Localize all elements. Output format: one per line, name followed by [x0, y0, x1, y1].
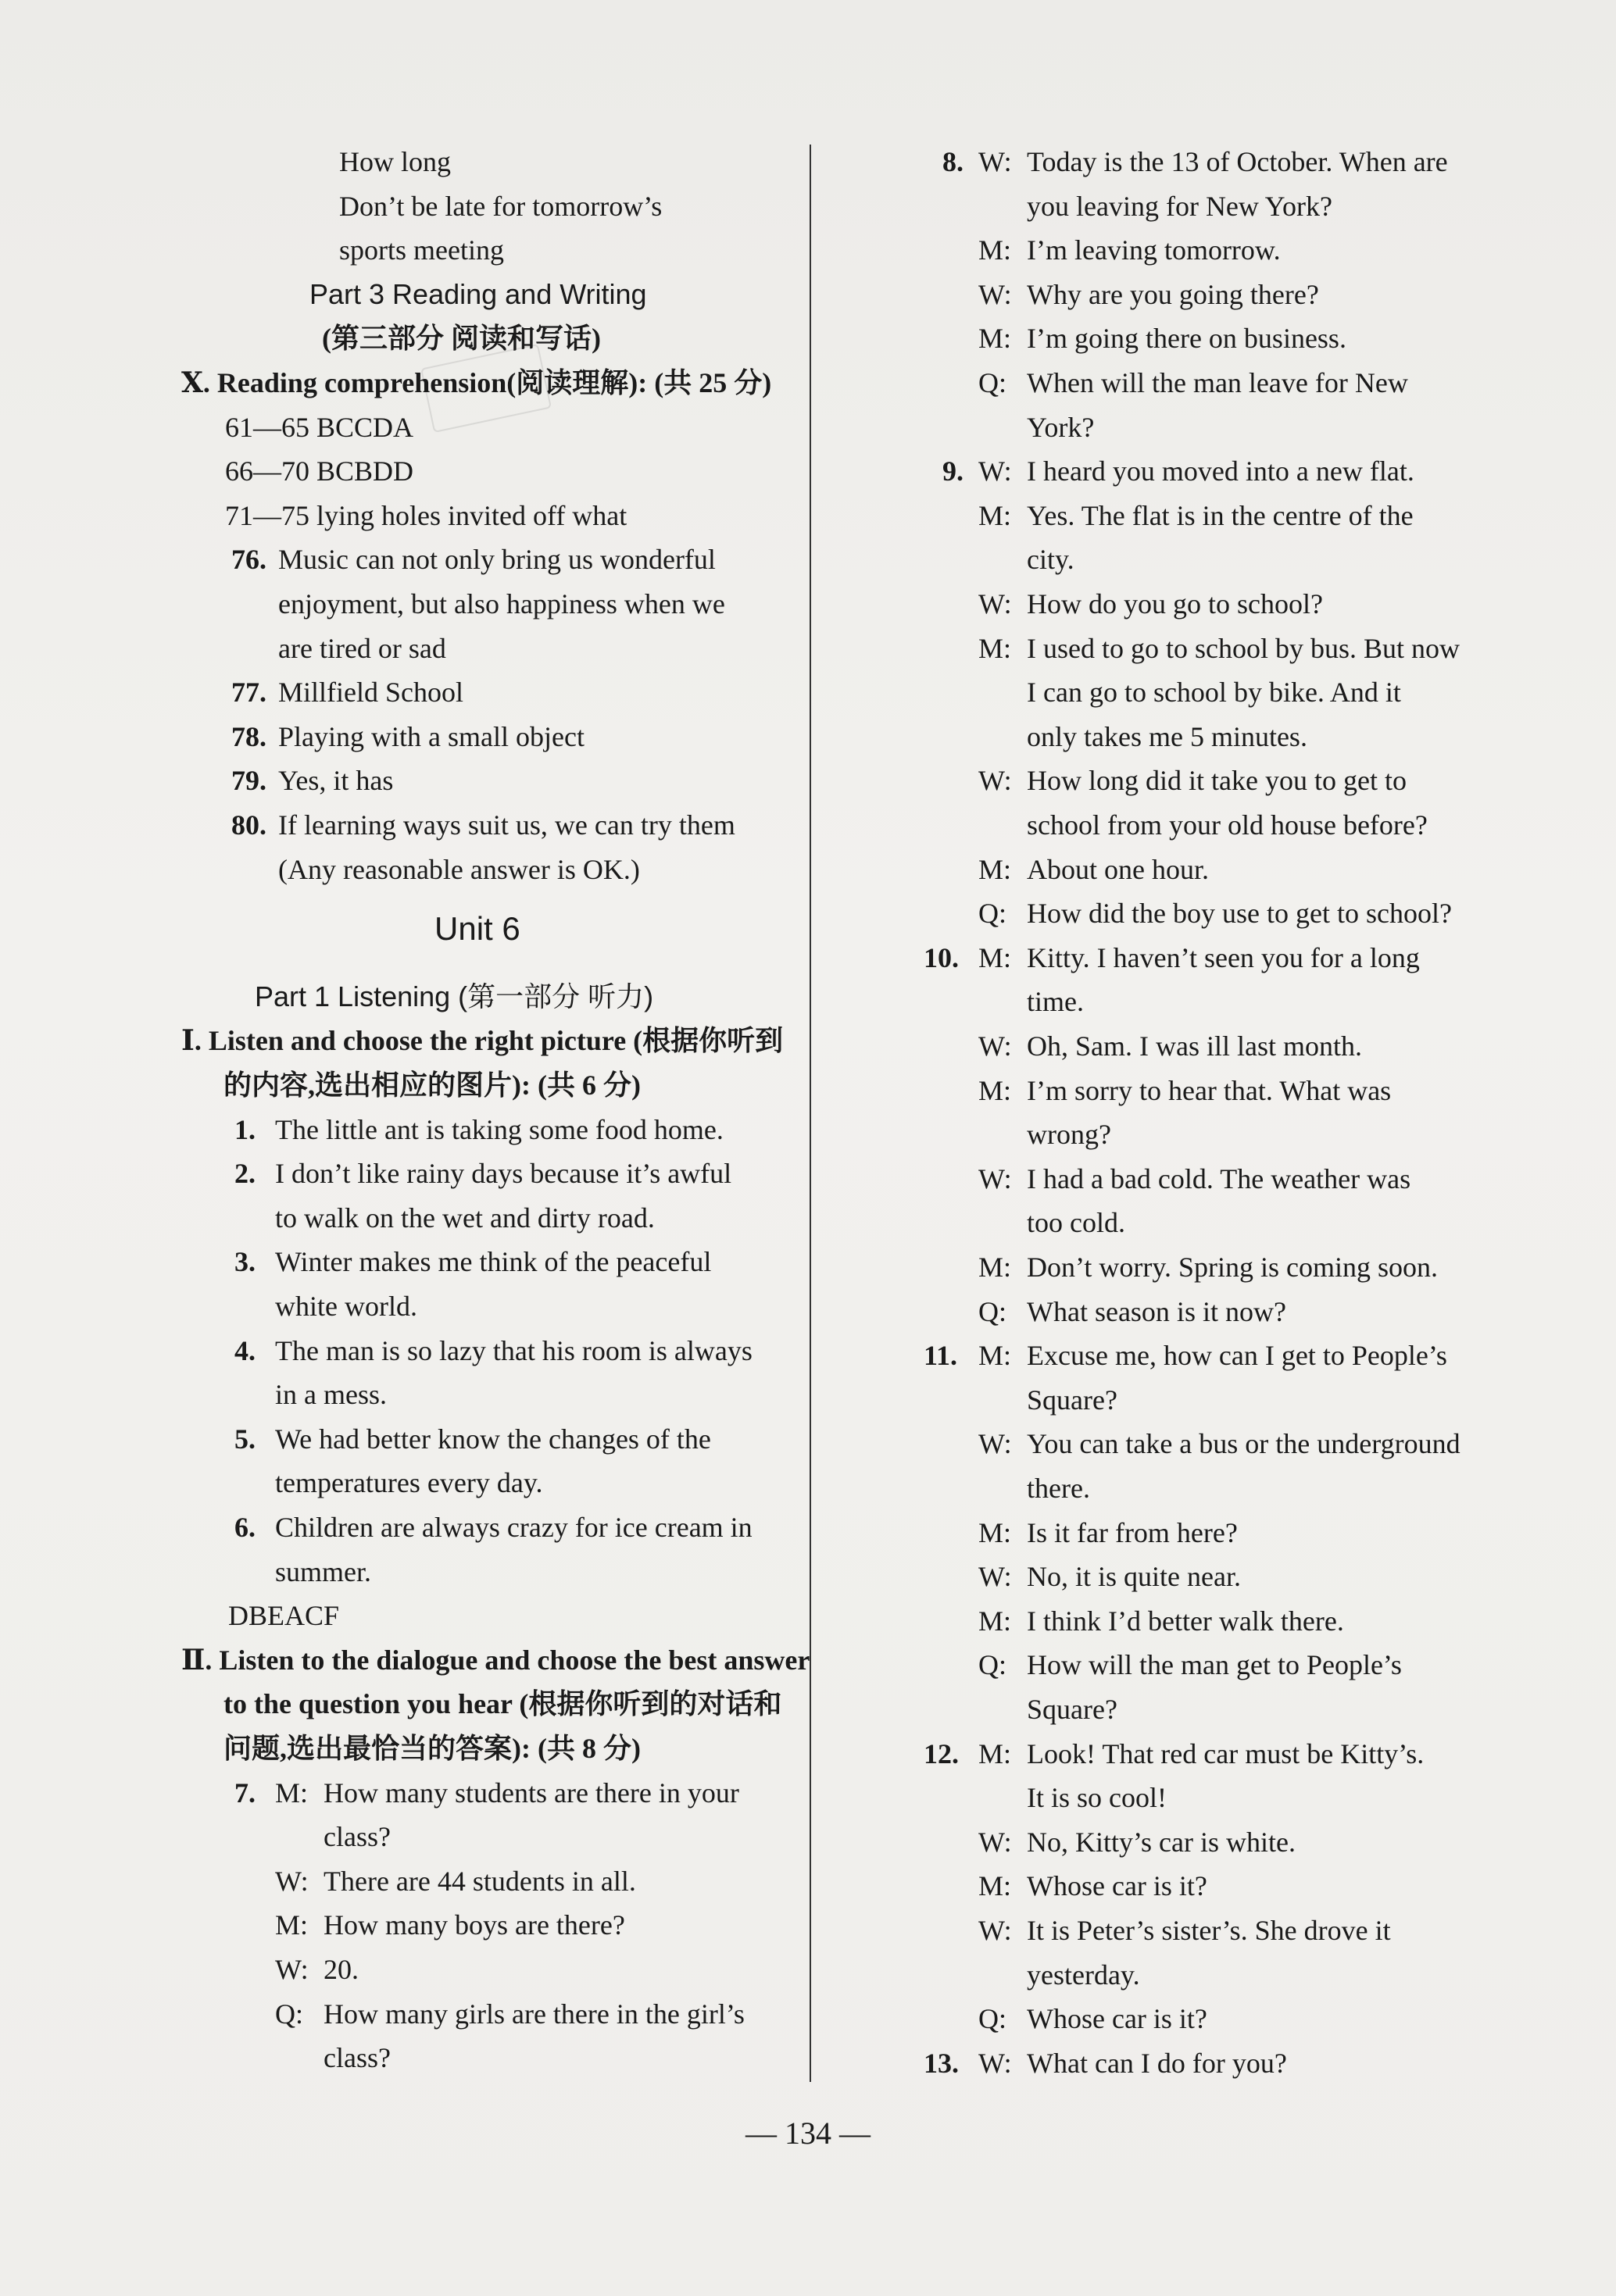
dialogue-line: How long did it take you to get to — [1027, 765, 1407, 797]
dialogue-line: Yes. The flat is in the centre of the — [1027, 499, 1414, 531]
speaker-label: W: — [275, 1865, 309, 1897]
dialogue-line: I used to go to school by bus. But now — [1027, 632, 1460, 664]
dialogue-line: class? — [324, 2042, 391, 2074]
dialogue-line: 20. — [324, 1954, 359, 1985]
answer-line: 66—70 BCBDD — [225, 455, 414, 487]
dialogue-line: Square? — [1027, 1384, 1117, 1416]
question-number: 2. — [234, 1158, 256, 1190]
dialogue-line: city. — [1027, 544, 1074, 576]
answer-line: 71—75 lying holes invited off what — [225, 499, 627, 531]
question-number: 10. — [924, 941, 959, 973]
dialogue-line: only takes me 5 minutes. — [1027, 720, 1307, 752]
dialogue-line: No, it is quite near. — [1027, 1561, 1241, 1593]
answer-line: 61—65 BCCDA — [225, 411, 414, 443]
speaker-label: W: — [978, 1030, 1012, 1062]
dialogue-line: school from your old house before? — [1027, 809, 1428, 841]
answer-line: DBEACF — [228, 1600, 340, 1632]
speaker-label: M: — [978, 234, 1012, 266]
section-heading: Ⅱ. Listen to the dialogue and choose the best answer — [181, 1644, 810, 1676]
speaker-label: W: — [978, 1826, 1012, 1858]
question-number: 12. — [924, 1737, 959, 1769]
part-title: Part 1 Listening (第一部分 听力) — [255, 980, 654, 1012]
script-line: We had better know the changes of the — [275, 1423, 711, 1455]
question-number: 80. — [231, 809, 266, 841]
question-number: 3. — [234, 1246, 256, 1278]
speaker-label: M: — [978, 1516, 1012, 1548]
section-heading: Ⅹ. Reading comprehension(阅读理解): (共 25 分) — [181, 367, 772, 398]
dialogue-line: How many boys are there? — [324, 1909, 625, 1941]
speaker-label: Q: — [978, 367, 1006, 398]
section-heading: Ⅰ. Listen and choose the right picture (根据你听到 — [181, 1025, 784, 1057]
dialogue-line: wrong? — [1027, 1119, 1111, 1151]
speaker-label: M: — [978, 1340, 1012, 1372]
dialogue-line: It is Peter’s sister’s. She drove it — [1027, 1915, 1391, 1946]
dialogue-line: I had a bad cold. The weather was — [1027, 1162, 1411, 1194]
question-number: 4. — [234, 1334, 256, 1366]
script-line: temperatures every day. — [275, 1467, 543, 1499]
dialogue-line: Excuse me, how can I get to People’s — [1027, 1340, 1447, 1372]
dialogue-line: Why are you going there? — [1027, 278, 1319, 310]
answer-line: How long — [339, 146, 451, 177]
dialogue-line: Look! That red car must be Kitty’s. — [1027, 1737, 1425, 1769]
dialogue-line: You can take a bus or the underground — [1027, 1428, 1460, 1460]
question-number: 1. — [234, 1113, 256, 1145]
answer-line: Music can not only bring us wonderful — [278, 544, 716, 576]
dialogue-line: It is so cool! — [1027, 1782, 1167, 1814]
speaker-label: W: — [978, 146, 1012, 177]
dialogue-line: How many students are there in your — [324, 1776, 739, 1809]
speaker-label: W: — [978, 1162, 1012, 1194]
dialogue-line: I heard you moved into a new flat. — [1027, 455, 1414, 487]
dialogue-line: Don’t worry. Spring is coming soon. — [1027, 1252, 1438, 1283]
answer-line: Yes, it has — [278, 765, 394, 797]
question-number: 6. — [234, 1512, 256, 1543]
part-title: Part 3 Reading and Writing — [309, 277, 647, 310]
dialogue-line: you leaving for New York? — [1027, 190, 1332, 222]
column-divider — [810, 145, 811, 2082]
dialogue-line: York? — [1027, 411, 1095, 443]
answer-line: are tired or sad — [278, 632, 446, 664]
dialogue-line: Square? — [1027, 1694, 1117, 1725]
dialogue-line: too cold. — [1027, 1207, 1125, 1239]
script-line: The man is so lazy that his room is always — [275, 1334, 753, 1366]
dialogue-line: Whose car is it? — [1027, 1870, 1207, 1902]
dialogue-line: time. — [1027, 986, 1084, 1018]
script-line: I don’t like rainy days because it’s awful — [275, 1158, 732, 1190]
dialogue-line: There are 44 students in all. — [324, 1865, 636, 1897]
part-subtitle: (第三部分 阅读和写话) — [322, 323, 601, 355]
speaker-label: M: — [978, 853, 1012, 885]
speaker-label: Q: — [978, 2003, 1006, 2035]
script-line: Children are always crazy for ice cream in — [275, 1512, 753, 1543]
answer-line: Millfield School — [278, 677, 463, 709]
dialogue-line: class? — [324, 1821, 391, 1853]
script-line: summer. — [275, 1555, 371, 1587]
dialogue-line: yesterday. — [1027, 1959, 1140, 1991]
question-number: 5. — [234, 1423, 256, 1455]
script-line: The little ant is taking some food home. — [275, 1113, 724, 1145]
answer-line: sports meeting — [339, 234, 504, 266]
dialogue-line: How do you go to school? — [1027, 588, 1323, 620]
speaker-label: Q: — [978, 898, 1006, 930]
speaker-label: Q: — [978, 1295, 1006, 1327]
page-number: — 134 — — [745, 2116, 871, 2151]
dialogue-line: Oh, Sam. I was ill last month. — [1027, 1030, 1362, 1062]
speaker-label: W: — [978, 278, 1012, 310]
section-heading: 的内容,选出相应的图片): (共 6 分) — [223, 1069, 641, 1101]
speaker-label: M: — [978, 499, 1012, 531]
script-line: to walk on the wet and dirty road. — [275, 1202, 655, 1234]
answer-line: Playing with a small object — [278, 720, 585, 752]
answer-line: If learning ways suit us, we can try them — [278, 809, 735, 841]
script-line: Winter makes me think of the peaceful — [275, 1246, 712, 1278]
dialogue-line: How did the boy use to get to school? — [1027, 898, 1452, 930]
section-heading: to the question you hear (根据你听到的对话和 — [223, 1688, 782, 1720]
speaker-label: M: — [978, 1737, 1012, 1769]
speaker-label: W: — [978, 2047, 1012, 2079]
speaker-label: M: — [978, 632, 1012, 664]
dialogue-line: What can I do for you? — [1027, 2047, 1287, 2079]
speaker-label: M: — [978, 1870, 1012, 1902]
script-line: in a mess. — [275, 1379, 387, 1411]
dialogue-line: Is it far from here? — [1027, 1516, 1238, 1548]
dialogue-line: I think I’d better walk there. — [1027, 1605, 1344, 1637]
question-number: 13. — [924, 2047, 959, 2079]
dialogue-line: About one hour. — [1027, 853, 1209, 885]
answer-line: (Any reasonable answer is OK.) — [278, 853, 640, 885]
dialogue-line: I’m going there on business. — [1027, 323, 1346, 355]
dialogue-line: When will the man leave for New — [1027, 367, 1408, 398]
dialogue-line: there. — [1027, 1473, 1090, 1504]
speaker-label: Q: — [275, 1998, 303, 2030]
unit-title: Unit 6 — [434, 910, 520, 948]
dialogue-line: I’m leaving tomorrow. — [1027, 234, 1281, 266]
question-number: 7. — [234, 1776, 256, 1809]
answer-line: Don’t be late for tomorrow’s — [339, 190, 663, 222]
question-number: 11. — [924, 1340, 958, 1372]
speaker-label: M: — [275, 1776, 309, 1809]
question-number: 9. — [942, 455, 964, 487]
question-number: 76. — [231, 544, 266, 576]
speaker-label: W: — [978, 1561, 1012, 1593]
speaker-label: M: — [978, 1252, 1012, 1283]
answer-line: enjoyment, but also happiness when we — [278, 588, 725, 620]
speaker-label: M: — [275, 1909, 309, 1941]
dialogue-line: How many girls are there in the girl’s — [324, 1998, 745, 2030]
question-number: 78. — [231, 720, 266, 752]
speaker-label: W: — [978, 455, 1012, 487]
speaker-label: M: — [978, 1605, 1012, 1637]
speaker-label: W: — [978, 1428, 1012, 1460]
dialogue-line: What season is it now? — [1027, 1295, 1286, 1327]
speaker-label: W: — [978, 765, 1012, 797]
script-line: white world. — [275, 1291, 417, 1322]
dialogue-line: Kitty. I haven’t seen you for a long — [1027, 941, 1420, 973]
dialogue-line: Whose car is it? — [1027, 2003, 1207, 2035]
speaker-label: W: — [275, 1954, 309, 1985]
speaker-label: M: — [978, 1074, 1012, 1106]
speaker-label: M: — [978, 941, 1012, 973]
speaker-label: W: — [978, 1915, 1012, 1946]
dialogue-line: I can go to school by bike. And it — [1027, 677, 1401, 709]
speaker-label: Q: — [978, 1649, 1006, 1681]
section-heading: 问题,选出最恰当的答案): (共 8 分) — [223, 1733, 641, 1764]
dialogue-line: Today is the 13 of October. When are — [1027, 146, 1448, 177]
question-number: 79. — [231, 765, 266, 797]
speaker-label: W: — [978, 588, 1012, 620]
dialogue-line: How will the man get to People’s — [1027, 1649, 1402, 1681]
question-number: 77. — [231, 677, 266, 709]
dialogue-line: No, Kitty’s car is white. — [1027, 1826, 1296, 1858]
dialogue-line: I’m sorry to hear that. What was — [1027, 1074, 1392, 1106]
speaker-label: M: — [978, 323, 1012, 355]
question-number: 8. — [942, 146, 964, 177]
